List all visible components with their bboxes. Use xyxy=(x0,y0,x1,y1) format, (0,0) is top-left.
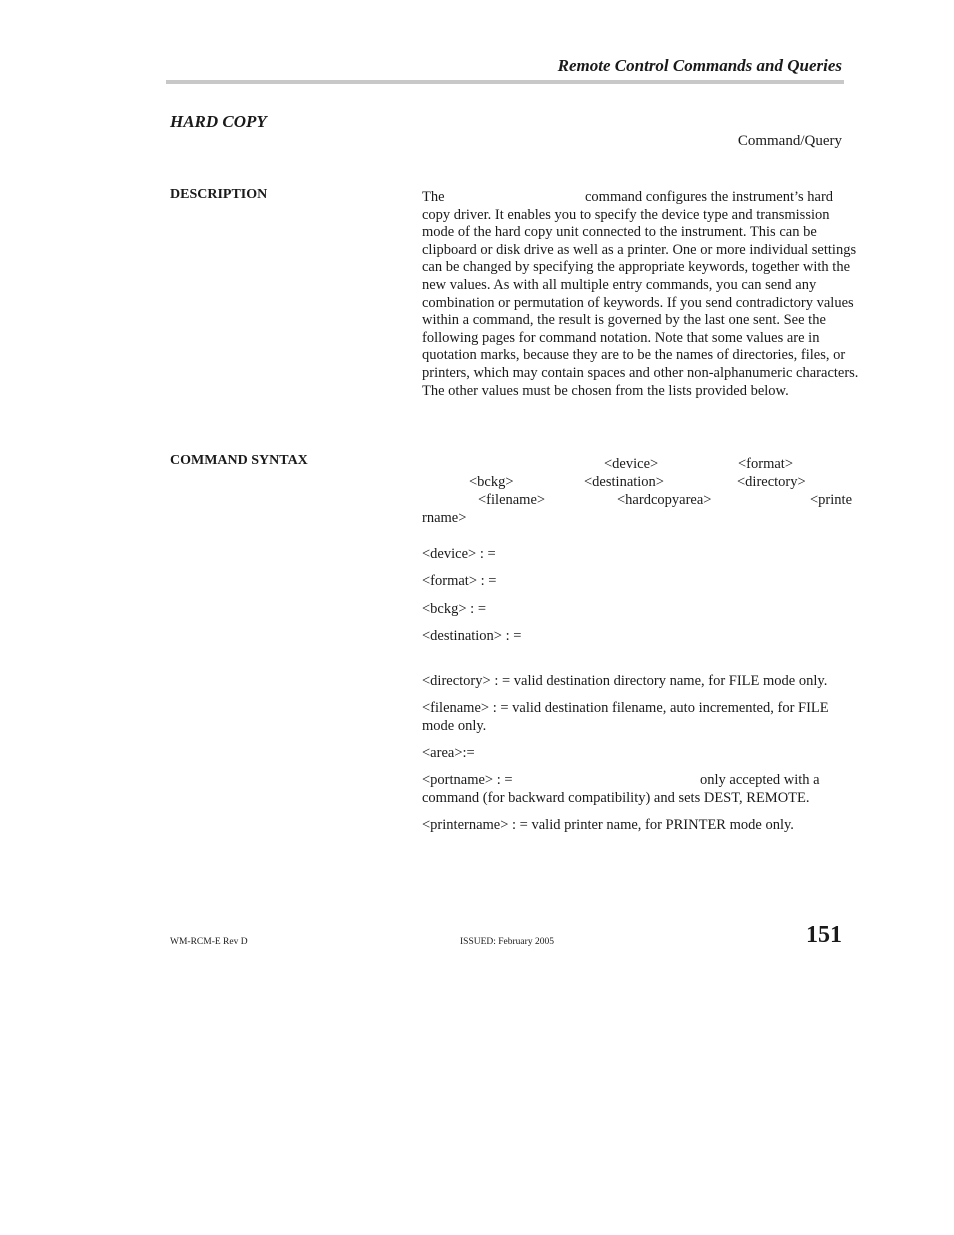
syntax-destination: <destination> xyxy=(584,474,664,490)
description-the: The xyxy=(422,189,445,205)
description-first-line xyxy=(422,189,860,207)
header-rule xyxy=(166,80,844,84)
page-number: 151 xyxy=(806,922,842,948)
description-label: DESCRIPTION xyxy=(170,187,268,202)
description-line1-end: command configures the instrument’s hard xyxy=(585,189,834,205)
def-portname-line2: command (for backward compatibility) and sets DEST, REMOTE. xyxy=(422,790,810,806)
description-rest: copy driver. It enables you to specify the device type and transmission mode of the hard copy unit connected to the instrument. This can be clipboard or disk drive as well as a printer. One or more individual settings can be changed by specifying the appropriate keywords, together with the new values. As with all multiple entry commands, you can send any combination or permutation of keywords. If you send contradictory values within a command, the result is governed by the last one sent. See the following pages for command notation. Note that some values are in quotation marks, because they are to be the names of directories, files, or printers, which may contain spaces and other non-alphanumeric characters. The other values must be chosen from the lists provided below. xyxy=(422,206,859,399)
def-destination: <destination> : = xyxy=(422,628,522,644)
syntax-bckg: <bckg> xyxy=(469,474,514,490)
command-type: Command/Query xyxy=(737,133,842,149)
running-header-title: Remote Control Commands and Queries xyxy=(557,56,842,75)
def-filename: <filename> : = valid destination filename, auto incremented, for FILE mode only. xyxy=(422,700,829,734)
syntax-filename: <filename> xyxy=(478,492,546,508)
def-bckg: <bckg> : = xyxy=(422,601,486,617)
def-area: <area>:= xyxy=(422,745,475,761)
footer-doc-id: WM-RCM-E Rev D xyxy=(170,937,248,947)
def-portname-start: <portname> : = xyxy=(422,772,513,788)
def-printername: <printername> : = valid printer name, for PRINTER mode only. xyxy=(422,817,794,833)
description-body xyxy=(422,189,860,400)
command-syntax-label: COMMAND SYNTAX xyxy=(170,453,308,468)
def-format: <format> : = xyxy=(422,573,497,589)
def-device: <device> : = xyxy=(422,546,496,562)
def-directory: <directory> : = valid destination directory name, for FILE mode only. xyxy=(422,673,828,689)
syntax-printername-part1: <printe xyxy=(810,492,852,508)
syntax-hardcopyarea: <hardcopyarea> xyxy=(617,492,712,508)
def-portname-line1 xyxy=(422,772,860,790)
syntax-format: <format> xyxy=(738,456,794,472)
syntax-directory: <directory> xyxy=(737,474,806,490)
footer-issued-date: ISSUED: February 2005 xyxy=(460,937,554,947)
section-title: HARD COPY xyxy=(170,112,267,131)
syntax-device: <device> xyxy=(604,456,659,472)
def-portname-mid: only accepted with a xyxy=(700,772,820,788)
syntax-printername-part2: rname> xyxy=(422,510,467,526)
